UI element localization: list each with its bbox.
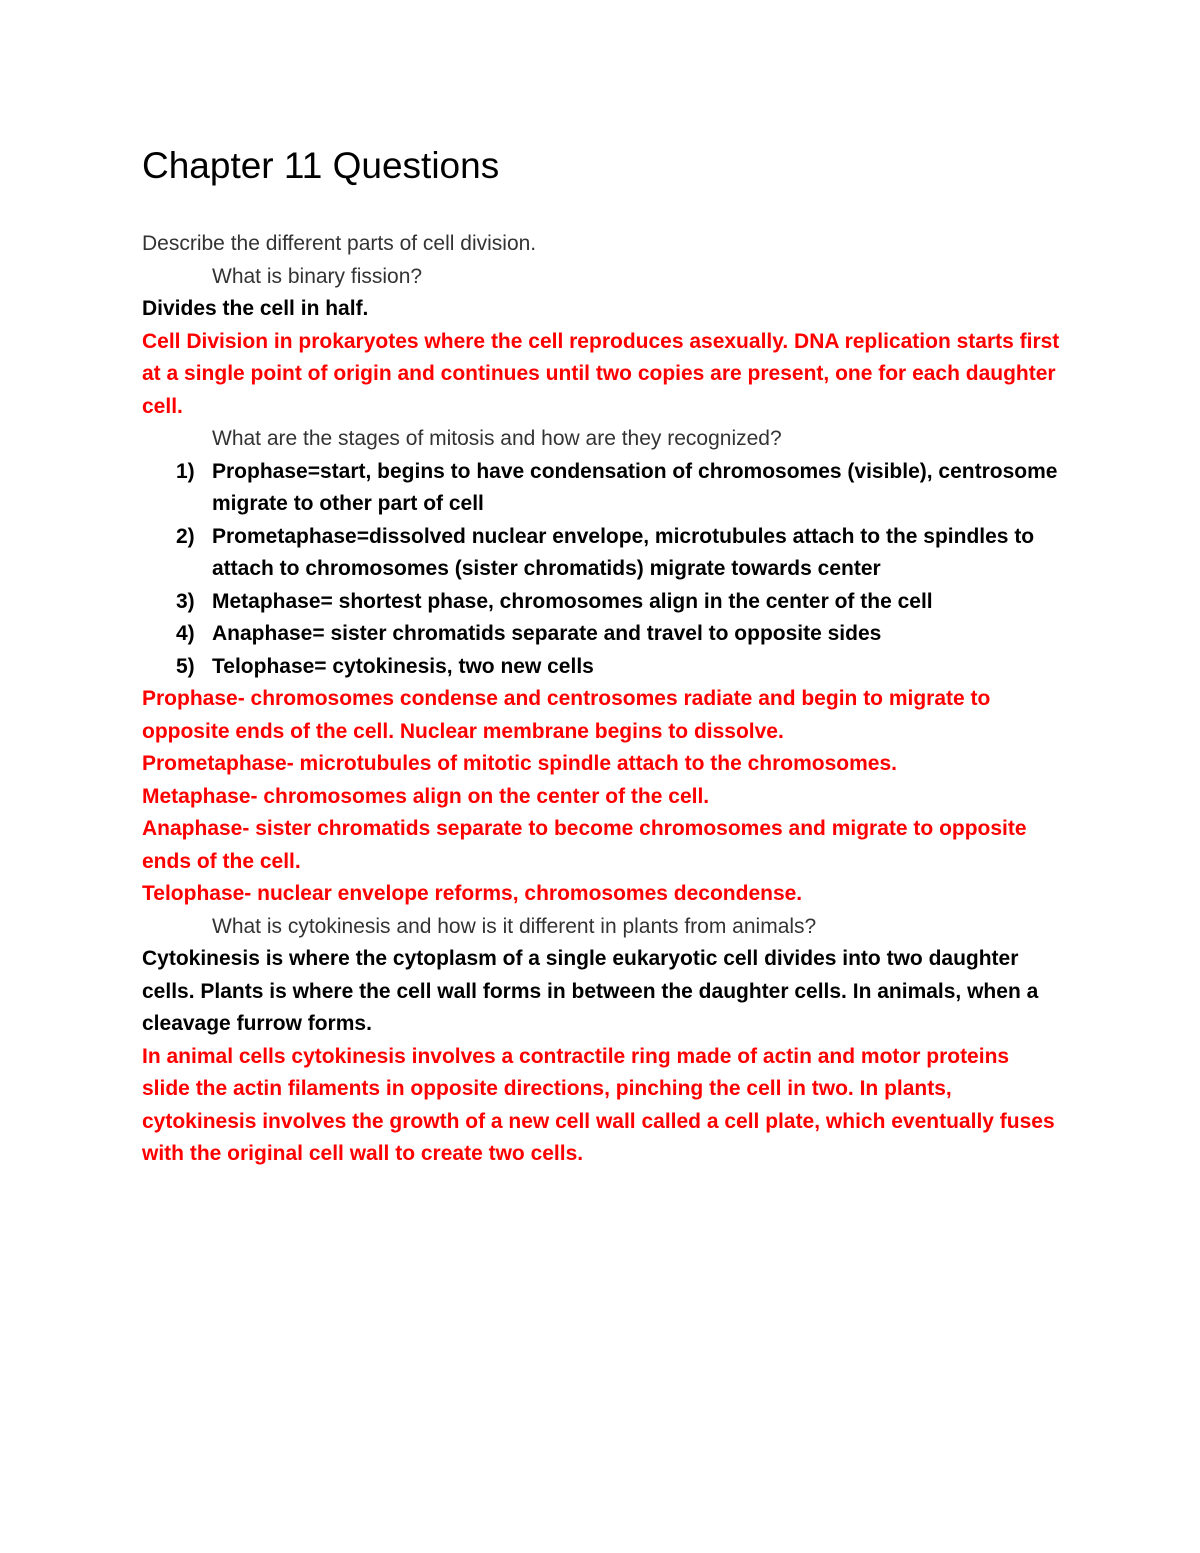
answer-telophase-red: Telophase- nuclear envelope reforms, chromosomes decondense. — [142, 882, 803, 905]
list-item-text: Anaphase= sister chromatids separate and travel to opposite sides — [212, 622, 882, 645]
answer-prophase-red: Prophase- chromosomes condense and centrosomes radiate and begin to migrate to opposite ends of the cell. Nuclear membrane begins to dissolve. — [142, 687, 991, 743]
list-item — [142, 586, 1062, 619]
list-item-text: Prophase=start, begins to have condensation of chromosomes (visible), centrosome migrate to other part of cell — [212, 459, 1058, 515]
list-number: 1) — [176, 459, 195, 483]
list-item-text: Metaphase= shortest phase, chromosomes align in the center of the cell — [212, 589, 933, 613]
list-number: 4) — [176, 622, 195, 645]
list-item — [142, 456, 1062, 521]
list-item-text: Prometaphase=dissolved nuclear envelope, microtubules attach to the spindles to attach to chromosomes (sister chromatids) migrate towards center — [212, 524, 1035, 580]
question-cytokinesis: What is cytokinesis and how is it different in plants from animals? — [212, 914, 817, 938]
question-binary-fission: What is binary fission? — [212, 264, 423, 288]
list-number: 3) — [176, 589, 195, 613]
mitosis-stages-list — [142, 456, 1062, 684]
list-item-text: Telophase= cytokinesis, two new cells — [212, 654, 594, 678]
list-item — [142, 618, 1062, 651]
answer-metaphase-red: Metaphase- chromosomes align on the center of the cell. — [142, 784, 710, 808]
answer-cytokinesis-black: Cytokinesis is where the cytoplasm of a single eukaryotic cell divides into two daughter cells. Plants is where the cell wall forms in between the daughter cells. In animals, when a cleavage furrow forms. — [142, 947, 1039, 1035]
answer-cytokinesis-red: In animal cells cytokinesis involves a contractile ring made of actin and motor proteins slide the actin filaments in opposite directions, pinching the cell in two. In plants, cytokinesis involves the growth of a new cell wall called a cell plate, which eventually fuses with the original cell wall to create two cells. — [142, 1044, 1055, 1165]
answer-binary-fission-black: Divides the cell in half. — [142, 297, 369, 320]
list-number: 5) — [176, 654, 195, 678]
answer-anaphase-red: Anaphase- sister chromatids separate to become chromosomes and migrate to opposite ends of the cell. — [142, 817, 1027, 873]
list-item — [142, 521, 1062, 586]
list-number: 2) — [176, 524, 195, 548]
answer-prometaphase-red: Prometaphase- microtubules of mitotic spindle attach to the chromosomes. — [142, 752, 897, 775]
page-title: Chapter 11 Questions — [142, 145, 500, 186]
intro-question: Describe the different parts of cell division. — [142, 232, 537, 255]
question-mitosis-stages: What are the stages of mitosis and how are they recognized? — [212, 427, 782, 450]
answer-binary-fission-red: Cell Division in prokaryotes where the cell reproduces asexually. DNA replication starts first at a single point of origin and continues until two copies are present, one for each daughter cell. — [142, 329, 1060, 418]
list-item — [142, 651, 1062, 684]
document-page — [142, 140, 1062, 1171]
